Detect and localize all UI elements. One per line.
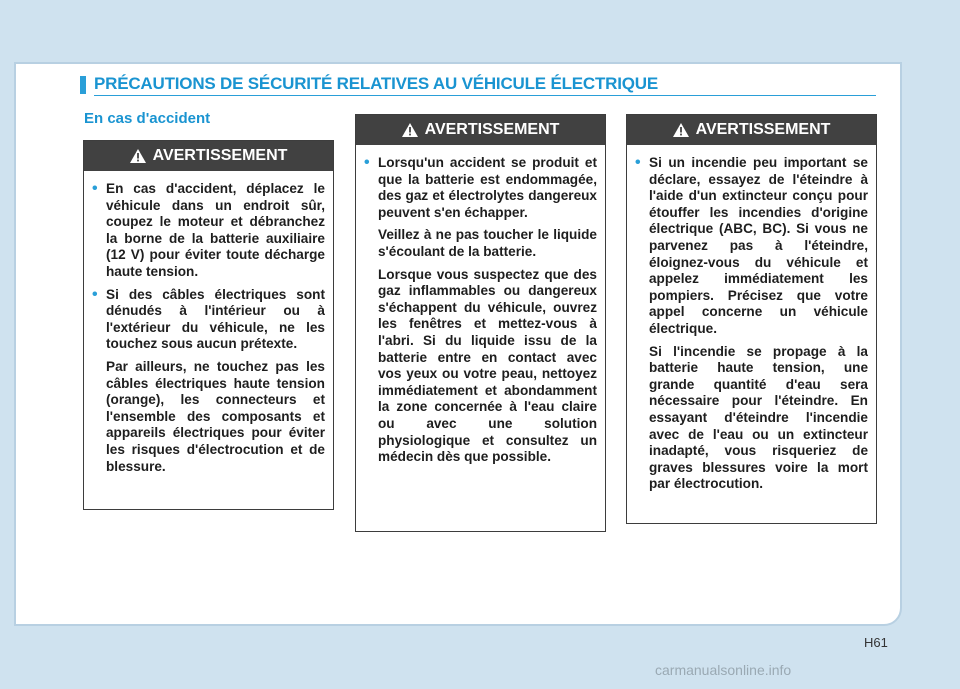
paragraph: Veillez à ne pas toucher le liquide s'écoulant de la batterie. — [378, 227, 597, 259]
title-accent-bar — [80, 76, 86, 94]
bullet-icon: • — [635, 154, 641, 171]
list-item-text: Si des câbles électriques sont dénudés à l'intérieur ou à l'extérieur du véhicule, ne les touchez sous aucun prétexte. — [106, 286, 325, 352]
warning-body — [84, 171, 333, 491]
warning-header — [84, 141, 333, 171]
warning-header — [356, 115, 605, 145]
warning-label: AVERTISSEMENT — [695, 121, 831, 138]
section-heading: En cas d'accident — [84, 110, 211, 127]
list-item-text: Si un incendie peu important se déclare, essayez de l'éteindre à l'aide d'un extincteur conçu pour étouffer les incendies d'origine électrique (ABC, BC). Si vous ne parvenez pas à l'éteindre, éloignez-vous du véhicule et appelez immédiatement les pompiers. Précisez que votre appel concerne un véhicule électrique. — [649, 155, 868, 336]
warning-triangle-icon — [673, 123, 689, 137]
page-number: H61 — [864, 635, 888, 650]
list-item-text: En cas d'accident, déplacez le véhicule dans un endroit sûr, coupez le moteur et débranchez la borne de la batterie auxiliaire (12 V) pour éviter toute décharge haute tension. — [106, 181, 325, 279]
paragraph: Par ailleurs, ne touchez pas les câbles électriques haute tension (orange), les connecteurs et l'ensemble des composants et appareils électriques pour éviter les risques d'électrocution et de blessure. — [106, 358, 325, 474]
bullet-icon: • — [364, 154, 370, 171]
warning-body — [627, 145, 876, 509]
section-title-bar — [80, 74, 876, 96]
warning-header — [627, 115, 876, 145]
list-item — [635, 155, 868, 338]
warning-triangle-icon — [402, 123, 418, 137]
bullet-icon: • — [92, 285, 98, 303]
list-item — [92, 181, 325, 281]
title-underline — [94, 95, 876, 97]
warning-label: AVERTISSEMENT — [152, 147, 288, 164]
watermark-text: carmanualsonline.info — [655, 662, 792, 678]
bullet-icon: • — [92, 180, 98, 197]
warning-label: AVERTISSEMENT — [424, 121, 560, 138]
warning-triangle-icon — [130, 149, 146, 163]
paragraph: Lorsque vous suspectez que des gaz inflammables ou dangereux s'échappent du véhicule, ouvrez les fenêtres et mettez-vous à l'abri. Si du liquide issu de la batterie entre en contact avec vos yeux ou votre peau, nettoyez immédiatement et abondamment la zone concernée à l'eau claire ou avec une solution physiologique et consultez un médecin dès que possible. — [378, 266, 597, 465]
warning-body — [356, 145, 605, 482]
warning-box-3 — [626, 114, 877, 524]
paragraph: Si l'incendie se propage à la batterie haute tension, une grande quantité d'eau sera nécessaire pour l'éteindre. En essayant d'éteindre l'incendie avec de l'eau ou un extincteur inadapté, vous risqueriez de graves blessures voire la mort par électrocution. — [649, 343, 868, 492]
warning-box-1 — [83, 140, 334, 510]
page-title: PRÉCAUTIONS DE SÉCURITÉ RELATIVES AU VÉHICULE ÉLECTRIQUE — [94, 74, 659, 93]
list-item — [364, 155, 597, 221]
list-item-text: Lorsqu'un accident se produit et que la batterie est endommagée, des gaz et électrolytes dangereux peuvent s'en échapper. — [378, 155, 597, 220]
list-item — [92, 287, 325, 353]
warning-box-2 — [355, 114, 606, 532]
